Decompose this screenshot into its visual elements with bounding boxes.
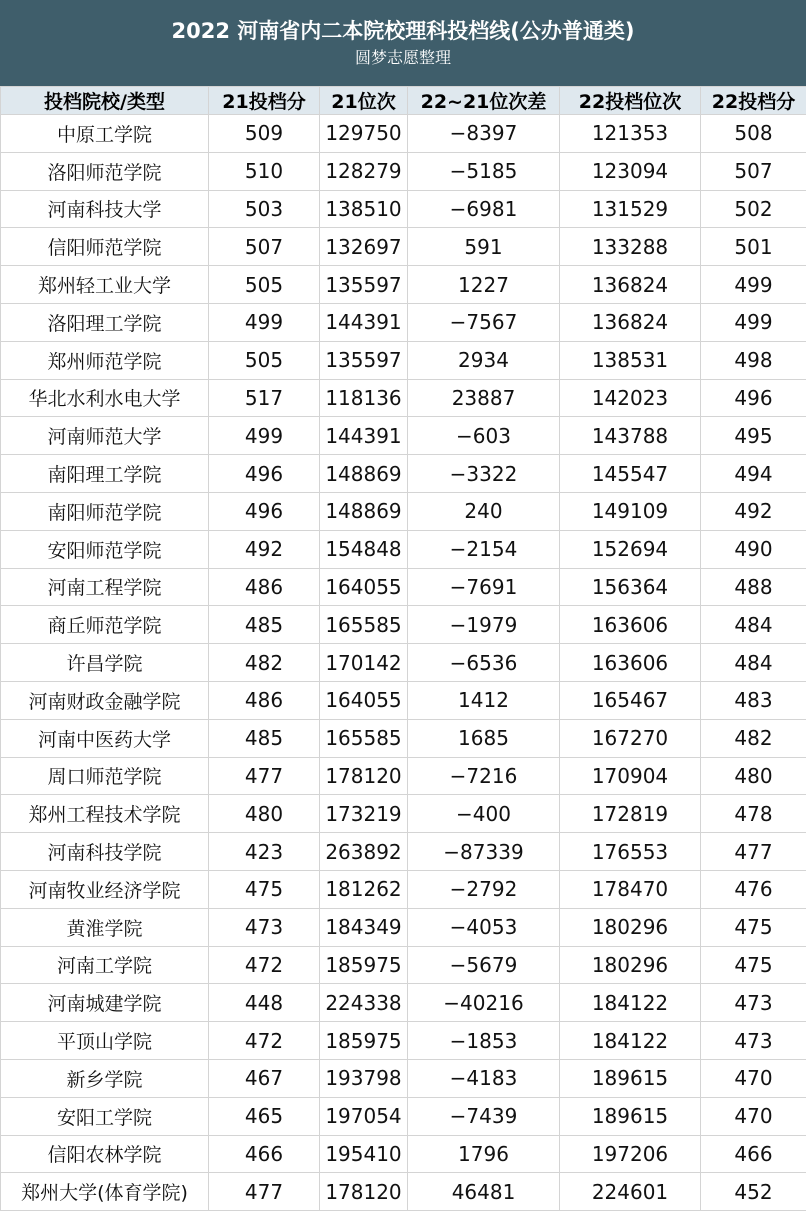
column-header: 21投档分 (209, 87, 320, 115)
table-cell: 138531 (560, 341, 701, 379)
table-cell: 505 (209, 266, 320, 304)
table-cell: 517 (209, 379, 320, 417)
table-cell: 484 (701, 606, 806, 644)
school-name-cell: 南阳师范学院 (1, 492, 209, 530)
table-cell: 473 (701, 1022, 806, 1060)
table-cell: 503 (209, 190, 320, 228)
table-cell: 197054 (320, 1097, 408, 1135)
table-cell: 178120 (320, 1173, 408, 1211)
table-cell: 496 (209, 492, 320, 530)
table-row (1, 1135, 806, 1173)
table-cell: −5185 (408, 152, 560, 190)
school-name-cell: 许昌学院 (1, 644, 209, 682)
table-cell: 193798 (320, 1059, 408, 1097)
school-name-cell: 河南师范大学 (1, 417, 209, 455)
table-row (1, 606, 806, 644)
school-name-cell: 郑州师范学院 (1, 341, 209, 379)
school-name-cell: 河南工程学院 (1, 568, 209, 606)
table-cell: 156364 (560, 568, 701, 606)
table-row (1, 115, 806, 153)
table-row (1, 870, 806, 908)
school-name-cell: 中原工学院 (1, 115, 209, 153)
table-cell: −7567 (408, 303, 560, 341)
table-cell: 488 (701, 568, 806, 606)
table-cell: 142023 (560, 379, 701, 417)
table-cell: 178470 (560, 870, 701, 908)
table-cell: 132697 (320, 228, 408, 266)
table-cell: 176553 (560, 833, 701, 871)
table-row (1, 228, 806, 266)
table-cell: 507 (701, 152, 806, 190)
table-cell: 149109 (560, 492, 701, 530)
table-row (1, 1059, 806, 1097)
admission-score-table (0, 86, 806, 1211)
table-cell: 181262 (320, 870, 408, 908)
page-title: 2022 河南省内二本院校理科投档线(公办普通类) (172, 16, 635, 46)
table-cell: 485 (209, 606, 320, 644)
table-row (1, 266, 806, 304)
table-cell: 164055 (320, 568, 408, 606)
table-row (1, 530, 806, 568)
table-cell: 492 (209, 530, 320, 568)
school-name-cell: 安阳师范学院 (1, 530, 209, 568)
table-cell: 165467 (560, 681, 701, 719)
school-name-cell: 周口师范学院 (1, 757, 209, 795)
table-cell: 510 (209, 152, 320, 190)
table-cell: −7691 (408, 568, 560, 606)
table-cell: 263892 (320, 833, 408, 871)
table-cell: 185975 (320, 946, 408, 984)
table-cell: 148869 (320, 492, 408, 530)
table-cell: 154848 (320, 530, 408, 568)
table-cell: 165585 (320, 719, 408, 757)
table-cell: 163606 (560, 606, 701, 644)
table-cell: 452 (701, 1173, 806, 1211)
table-cell: 180296 (560, 946, 701, 984)
table-cell: 470 (701, 1097, 806, 1135)
table-cell: 184349 (320, 908, 408, 946)
table-cell: −1979 (408, 606, 560, 644)
table-cell: −6981 (408, 190, 560, 228)
table-cell: 477 (701, 833, 806, 871)
table-cell: 121353 (560, 115, 701, 153)
table-cell: 492 (701, 492, 806, 530)
page-subtitle: 圆梦志愿整理 (355, 46, 451, 70)
column-header: 22投档分 (701, 87, 806, 115)
table-cell: 480 (209, 795, 320, 833)
table-cell: 135597 (320, 341, 408, 379)
table-cell: 486 (209, 681, 320, 719)
table-cell: 496 (209, 455, 320, 493)
table-row (1, 190, 806, 228)
table-cell: −2792 (408, 870, 560, 908)
table-cell: −4183 (408, 1059, 560, 1097)
table-cell: 495 (701, 417, 806, 455)
table-cell: 167270 (560, 719, 701, 757)
table-cell: 477 (209, 757, 320, 795)
table-cell: 195410 (320, 1135, 408, 1173)
table-cell: 499 (209, 303, 320, 341)
school-name-cell: 河南牧业经济学院 (1, 870, 209, 908)
table-cell: 502 (701, 190, 806, 228)
table-cell: 128279 (320, 152, 408, 190)
table-cell: 165585 (320, 606, 408, 644)
table-cell: −1853 (408, 1022, 560, 1060)
table-cell: −603 (408, 417, 560, 455)
table-cell: −7439 (408, 1097, 560, 1135)
table-row (1, 795, 806, 833)
table-cell: 490 (701, 530, 806, 568)
table-cell: 466 (209, 1135, 320, 1173)
table-cell: 465 (209, 1097, 320, 1135)
table-cell: 136824 (560, 303, 701, 341)
school-name-cell: 河南工学院 (1, 946, 209, 984)
table-cell: 224338 (320, 984, 408, 1022)
column-header: 投档院校/类型 (1, 87, 209, 115)
table-row (1, 1097, 806, 1135)
table-cell: 448 (209, 984, 320, 1022)
table-cell: 170904 (560, 757, 701, 795)
table-cell: 501 (701, 228, 806, 266)
table-cell: −6536 (408, 644, 560, 682)
table-cell: 129750 (320, 115, 408, 153)
table-cell: 478 (701, 795, 806, 833)
table-cell: 143788 (560, 417, 701, 455)
table-row (1, 946, 806, 984)
table-cell: 2934 (408, 341, 560, 379)
table-cell: 163606 (560, 644, 701, 682)
table-row (1, 341, 806, 379)
table-cell: 197206 (560, 1135, 701, 1173)
table-cell: 189615 (560, 1059, 701, 1097)
school-name-cell: 河南科技学院 (1, 833, 209, 871)
table-header-row (1, 87, 806, 115)
table-cell: 23887 (408, 379, 560, 417)
table-cell: 496 (701, 379, 806, 417)
table-row (1, 492, 806, 530)
school-name-cell: 河南中医药大学 (1, 719, 209, 757)
table-row (1, 1022, 806, 1060)
table-cell: 485 (209, 719, 320, 757)
table-cell: 164055 (320, 681, 408, 719)
table-cell: −40216 (408, 984, 560, 1022)
table-cell: 1227 (408, 266, 560, 304)
table-cell: 144391 (320, 417, 408, 455)
table-cell: −8397 (408, 115, 560, 153)
school-name-cell: 商丘师范学院 (1, 606, 209, 644)
table-cell: −400 (408, 795, 560, 833)
table-cell: 591 (408, 228, 560, 266)
school-name-cell: 洛阳理工学院 (1, 303, 209, 341)
table-cell: 509 (209, 115, 320, 153)
table-cell: 423 (209, 833, 320, 871)
table-cell: 133288 (560, 228, 701, 266)
table-row (1, 379, 806, 417)
table-cell: 476 (701, 870, 806, 908)
table-cell: 131529 (560, 190, 701, 228)
table-cell: 473 (209, 908, 320, 946)
table-cell: 475 (701, 946, 806, 984)
table-row (1, 417, 806, 455)
table-cell: 184122 (560, 1022, 701, 1060)
table-row (1, 984, 806, 1022)
table-cell: 508 (701, 115, 806, 153)
table-cell: −2154 (408, 530, 560, 568)
table-cell: 482 (209, 644, 320, 682)
table-cell: 135597 (320, 266, 408, 304)
table-cell: 467 (209, 1059, 320, 1097)
table-cell: 118136 (320, 379, 408, 417)
school-name-cell: 信阳师范学院 (1, 228, 209, 266)
table-cell: 178120 (320, 757, 408, 795)
school-name-cell: 信阳农林学院 (1, 1135, 209, 1173)
table-cell: 483 (701, 681, 806, 719)
table-cell: −3322 (408, 455, 560, 493)
table-cell: 466 (701, 1135, 806, 1173)
table-cell: 185975 (320, 1022, 408, 1060)
table-cell: 482 (701, 719, 806, 757)
table-row (1, 681, 806, 719)
school-name-cell: 华北水利水电大学 (1, 379, 209, 417)
table-cell: 498 (701, 341, 806, 379)
table-cell: 1685 (408, 719, 560, 757)
table-row (1, 1173, 806, 1211)
table-row (1, 152, 806, 190)
table-row (1, 644, 806, 682)
table-cell: 240 (408, 492, 560, 530)
table-cell: 170142 (320, 644, 408, 682)
table-row (1, 833, 806, 871)
table-cell: 224601 (560, 1173, 701, 1211)
table-cell: 472 (209, 946, 320, 984)
title-banner (0, 0, 806, 86)
table-cell: 475 (209, 870, 320, 908)
table-cell: 477 (209, 1173, 320, 1211)
table-cell: 173219 (320, 795, 408, 833)
table-cell: 494 (701, 455, 806, 493)
table-body (1, 115, 806, 1211)
table-row (1, 303, 806, 341)
table-cell: −4053 (408, 908, 560, 946)
school-name-cell: 郑州工程技术学院 (1, 795, 209, 833)
school-name-cell: 安阳工学院 (1, 1097, 209, 1135)
table-cell: 1796 (408, 1135, 560, 1173)
table-cell: −87339 (408, 833, 560, 871)
table-cell: 189615 (560, 1097, 701, 1135)
table-cell: 148869 (320, 455, 408, 493)
table-row (1, 757, 806, 795)
table-cell: 180296 (560, 908, 701, 946)
school-name-cell: 黄淮学院 (1, 908, 209, 946)
table-cell: 172819 (560, 795, 701, 833)
table-cell: 123094 (560, 152, 701, 190)
table-cell: 46481 (408, 1173, 560, 1211)
table-row (1, 719, 806, 757)
table-cell: 145547 (560, 455, 701, 493)
school-name-cell: 河南财政金融学院 (1, 681, 209, 719)
table-cell: −5679 (408, 946, 560, 984)
table-cell: 144391 (320, 303, 408, 341)
table-cell: 152694 (560, 530, 701, 568)
table-cell: 475 (701, 908, 806, 946)
table-cell: 480 (701, 757, 806, 795)
table-cell: −7216 (408, 757, 560, 795)
table-cell: 499 (209, 417, 320, 455)
table-cell: 184122 (560, 984, 701, 1022)
school-name-cell: 洛阳师范学院 (1, 152, 209, 190)
table-cell: 484 (701, 644, 806, 682)
table-row (1, 568, 806, 606)
table-cell: 499 (701, 303, 806, 341)
table-cell: 138510 (320, 190, 408, 228)
column-header: 22投档位次 (560, 87, 701, 115)
column-header: 22~21位次差 (408, 87, 560, 115)
school-name-cell: 平顶山学院 (1, 1022, 209, 1060)
table-cell: 507 (209, 228, 320, 266)
table-cell: 486 (209, 568, 320, 606)
table-cell: 472 (209, 1022, 320, 1060)
school-name-cell: 南阳理工学院 (1, 455, 209, 493)
school-name-cell: 郑州轻工业大学 (1, 266, 209, 304)
table-cell: 470 (701, 1059, 806, 1097)
table-row (1, 455, 806, 493)
table-cell: 499 (701, 266, 806, 304)
table-cell: 136824 (560, 266, 701, 304)
column-header: 21位次 (320, 87, 408, 115)
table-cell: 473 (701, 984, 806, 1022)
table-cell: 505 (209, 341, 320, 379)
school-name-cell: 河南科技大学 (1, 190, 209, 228)
table-row (1, 908, 806, 946)
table-cell: 1412 (408, 681, 560, 719)
school-name-cell: 新乡学院 (1, 1059, 209, 1097)
school-name-cell: 河南城建学院 (1, 984, 209, 1022)
school-name-cell: 郑州大学(体育学院) (1, 1173, 209, 1211)
